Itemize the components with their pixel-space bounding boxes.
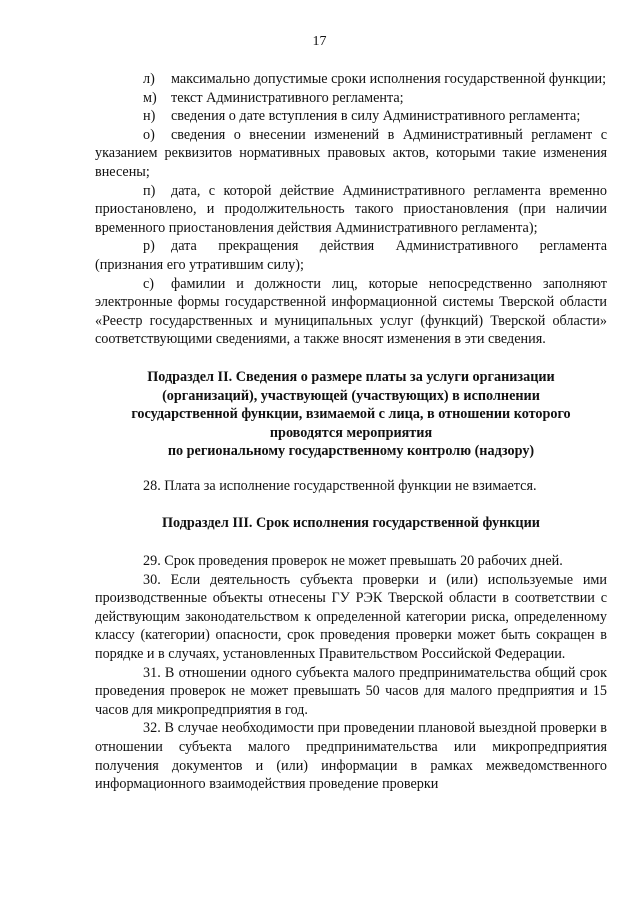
list-marker: с)	[143, 275, 155, 292]
list-item-o	[95, 126, 607, 182]
section-2-heading	[95, 368, 607, 461]
heading-line: Подраздел II. Сведения о размере платы за услуги организации	[147, 368, 555, 385]
list-item-text: фамилии и должности лиц, которые непосредственно заполняют электронные формы государственной информационной системы Тверской области «Реестр государственных и муниципальных услуг (функций) Тверской области» соответствующими сведениями, а также вносят изменения в эти сведения.	[95, 275, 607, 348]
list-marker: л)	[143, 71, 155, 87]
list-item-text: текст Административного регламента;	[171, 89, 404, 106]
list-item-p	[95, 182, 607, 238]
list-item-text: дата, с которой действие Административного регламента временно приостановлено, и продолжительность такого приостановления (при наличии временного приостановления действия Административного регламента);	[95, 182, 607, 236]
page-number: 17	[312, 34, 327, 49]
list-item-text: сведения о внесении изменений в Административный регламент с указанием реквизитов нормативных правовых актов, которыми такие изменения внесены;	[95, 126, 607, 180]
heading-line: государственной функции, взимаемой с лица, в отношении которого	[131, 406, 571, 423]
paragraph-32: 32. В случае необходимости при проведении плановой выездной проверки в отношении субъекта малого предпринимательства или микропредприятия получения документов и (или) информации в рамках межведомственного информационного взаимодействия проведение проверки	[95, 720, 607, 793]
list-marker: р)	[143, 238, 155, 255]
list-marker: н)	[143, 108, 156, 125]
list-item-m	[95, 89, 607, 108]
list-marker: п)	[143, 182, 156, 199]
paragraph-29: 29. Срок проведения проверок не может превышать 20 рабочих дней.	[143, 553, 563, 570]
heading-line: проводятся мероприятия	[269, 424, 433, 441]
paragraph-28: 28. Плата за исполнение государственной функции не взимается.	[143, 477, 537, 494]
list-item-r	[95, 237, 607, 274]
list-item-text: дата прекращения действия Административного регламента (признания его утратившим силу);	[95, 238, 607, 273]
list-item-text: сведения о дате вступления в силу Административного регламента;	[171, 108, 581, 125]
document-body	[95, 70, 607, 794]
heading-line: по региональному государственному контролю (надзору)	[167, 443, 535, 460]
list-item-l	[95, 70, 607, 89]
list-item-s	[95, 275, 607, 349]
section-3-heading: Подраздел III. Срок исполнения государственной функции	[162, 515, 540, 532]
list-item-n	[95, 107, 607, 126]
list-item-text: максимально допустимые сроки исполнения государственной функции;	[171, 71, 607, 87]
paragraph-31: 31. В отношении одного субъекта малого предпринимательства общий срок проведения проверок не может превышать 50 часов для малого предприятия и 15 часов для микропредприятия в год.	[95, 664, 607, 718]
list-marker: о)	[143, 126, 155, 143]
list-marker: м)	[143, 89, 157, 106]
heading-line: (организаций), участвующей (участвующих) в исполнении	[162, 387, 540, 404]
paragraph-30: 30. Если деятельность субъекта проверки и (или) используемые ими производственные объекты отнесены ГУ РЭК Тверской области в соответствии с действующим законодательством к определенной категории риска, определенному классу (категории) опасности, срок проведения проверки может быть сокращен в порядке и в случаях, установленных Правительством Российской Федерации.	[95, 571, 607, 663]
